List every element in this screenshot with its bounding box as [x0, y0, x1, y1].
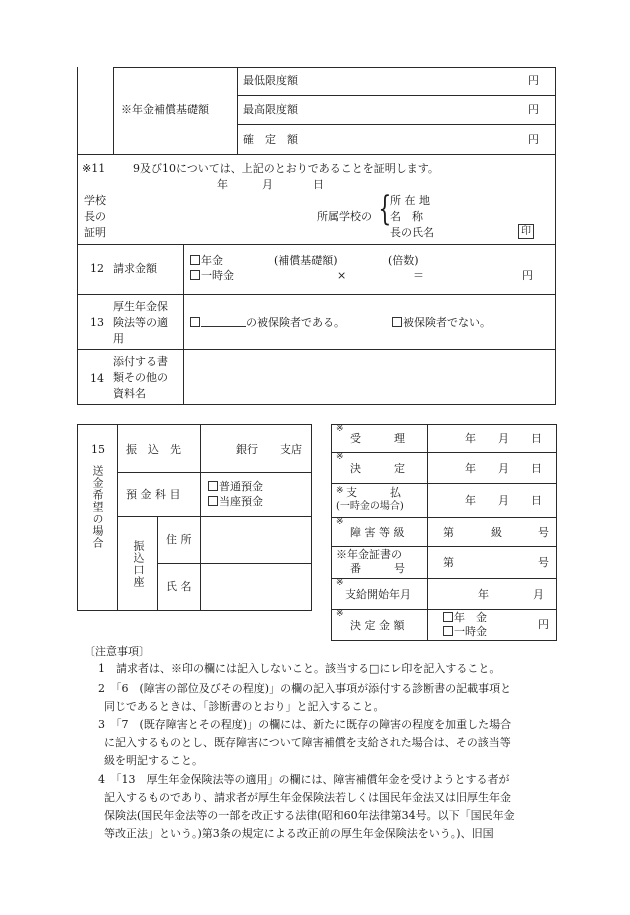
min-amount-yen: 円: [528, 74, 539, 87]
decided-date: 年 月 日: [465, 462, 542, 475]
lump-sum-checkbox[interactable]: [190, 270, 200, 280]
claim-times: ×: [337, 269, 347, 282]
seal-mark: 印: [518, 224, 534, 239]
payment-label: 支 払: [346, 486, 401, 499]
cert-text: 9及び10については、上記のとおりであることを証明します。: [133, 162, 439, 175]
office-asterisk-7: ※: [336, 609, 344, 619]
kosei-label-1: 厚生年金保: [113, 300, 168, 313]
pension-checkbox[interactable]: [190, 255, 200, 265]
fixed-amount-yen: 円: [528, 133, 539, 146]
office-asterisk-5: ※年金証書の: [336, 548, 402, 561]
cert-side-1: 学校: [84, 194, 106, 207]
cert-side-3: 証明: [84, 226, 106, 239]
payment-date: 年 月 日: [465, 494, 542, 507]
office-asterisk-4: ※: [336, 517, 344, 527]
grade-label: 障 害 等 級: [350, 526, 405, 539]
max-amount-yen: 円: [528, 103, 539, 116]
pension-base-label: ※年金補償基礎額: [121, 103, 209, 116]
claim-yen: 円: [522, 269, 533, 282]
insurance-blank[interactable]: [201, 316, 246, 327]
decided-amount-label: 決 定 金 額: [350, 619, 405, 632]
claim-label: 請求金額: [113, 262, 157, 275]
grade-dai: 第: [443, 526, 454, 539]
kosei-not-insured-option[interactable]: 被保険者でない。: [392, 316, 491, 330]
attach-number: 14: [90, 372, 104, 385]
school-label: 所属学校の: [317, 210, 372, 223]
note-item-4: 4 「13 厚生年金保険法等の適用」の欄には、障害補償年金を受けようとする者が 記入するものであり、請求者が厚生年金保険法若しくは国民年金法又は旧厚生年金 保険法(国民年金法等の一部を改正する法律(昭和60年法律第34号。以下「国民年金 等改正法」という。)第3条の規定による改正前の厚生年金保険法をいう。)、旧国: [98, 773, 515, 840]
account-label: 振込口座: [132, 540, 145, 588]
office-asterisk-3: ※: [336, 486, 344, 496]
current-checkbox[interactable]: [208, 496, 218, 506]
note-item-2: 2 「6 (障害の部位及びその程度)」の欄の記入事項が添付する診断書の記載事項と 同じであるときは、「診断書のとおり」と記入すること。: [98, 682, 512, 713]
not-insured-checkbox[interactable]: [392, 317, 402, 327]
start-month-label: 支給開始年月: [345, 588, 411, 601]
attach-label-2: 類その他の: [113, 371, 168, 384]
start-month-value: 年 月: [478, 588, 544, 601]
brace: {: [378, 189, 392, 229]
cert-date-day: 日: [313, 178, 324, 191]
received-date: 年 月 日: [465, 432, 542, 445]
decided-lump-option[interactable]: 一時金: [443, 625, 487, 639]
claim-base-label: (補償基礎額): [274, 254, 338, 267]
decided-pension-checkbox[interactable]: [443, 612, 453, 622]
note-item-3: 3 「7 (既存障害とその程度)」の欄には、新たに既存の障害の程度を加重した場合 に記入するものとし、既存障害について障害補償を支給された場合は、その該当等 級を明記すること。: [98, 718, 512, 767]
cert-number: ※11: [82, 162, 106, 175]
max-amount-label: 最高限度額: [243, 103, 298, 116]
received-label: 受 理: [350, 432, 405, 445]
decided-lump-checkbox[interactable]: [443, 626, 453, 636]
decided-label: 決 定: [350, 462, 405, 475]
insured-checkbox[interactable]: [190, 317, 200, 327]
ordinary-checkbox[interactable]: [208, 481, 218, 491]
principal-name-label: 長の氏名: [390, 226, 434, 239]
claim-pension-option[interactable]: 年金: [190, 254, 223, 268]
claim-mult-label: (倍数): [388, 254, 419, 267]
name-label: 氏 名: [166, 580, 192, 593]
payment-sub-label: (一時金の場合): [336, 501, 404, 512]
kosei-number: 13: [90, 316, 104, 329]
bank-side-label: 送金希望の場合: [91, 465, 104, 549]
kosei-label-3: 用: [113, 332, 124, 345]
min-amount-label: 最低限度額: [243, 74, 298, 87]
claim-lump-option[interactable]: 一時金: [190, 269, 234, 283]
kosei-label-2: 険法等の適: [113, 316, 168, 329]
note-item-1: 1 請求者は、※印の欄には記入しないこと。該当する□にレ印を記入すること。: [98, 662, 501, 675]
bank-branch-field[interactable]: 銀行 支店: [236, 443, 302, 456]
office-asterisk-1: ※: [336, 424, 344, 434]
attach-label-3: 資料名: [113, 387, 146, 400]
school-address-label: 所 在 地: [390, 194, 430, 207]
current-deposit-option[interactable]: 当座預金: [208, 495, 263, 509]
cert-date-year: 年: [217, 178, 228, 191]
certificate-dai: 第: [443, 556, 454, 569]
decided-pension-option[interactable]: 年 金: [443, 611, 487, 625]
certificate-go: 号: [538, 556, 549, 569]
grade-go: 号: [538, 526, 549, 539]
bank-number: 15: [91, 443, 105, 456]
address-label: 住 所: [166, 533, 192, 546]
ordinary-deposit-option[interactable]: 普通預金: [208, 480, 263, 494]
claim-number: 12: [90, 262, 104, 275]
deposit-type-label: 預 金 科 目: [126, 488, 181, 501]
decided-amount-yen: 円: [538, 618, 549, 631]
office-asterisk-6: ※: [336, 578, 344, 588]
cert-date-month: 月: [262, 178, 273, 191]
attach-label-1: 添付する書: [113, 355, 168, 368]
kosei-insured-option[interactable]: の被保険者である。: [190, 316, 345, 330]
transfer-to-label: 振 込 先: [126, 443, 181, 456]
certificate-sub-label: 番 号: [350, 562, 405, 575]
notes-title: 〔注意事項〕: [84, 645, 150, 658]
office-asterisk-2: ※: [336, 452, 344, 462]
fixed-amount-label: 確 定 額: [243, 133, 298, 146]
school-name-label: 名 称: [390, 210, 423, 223]
claim-equals: ＝: [413, 269, 424, 282]
cert-side-2: 長の: [84, 210, 106, 223]
grade-kyu: 級: [491, 526, 502, 539]
